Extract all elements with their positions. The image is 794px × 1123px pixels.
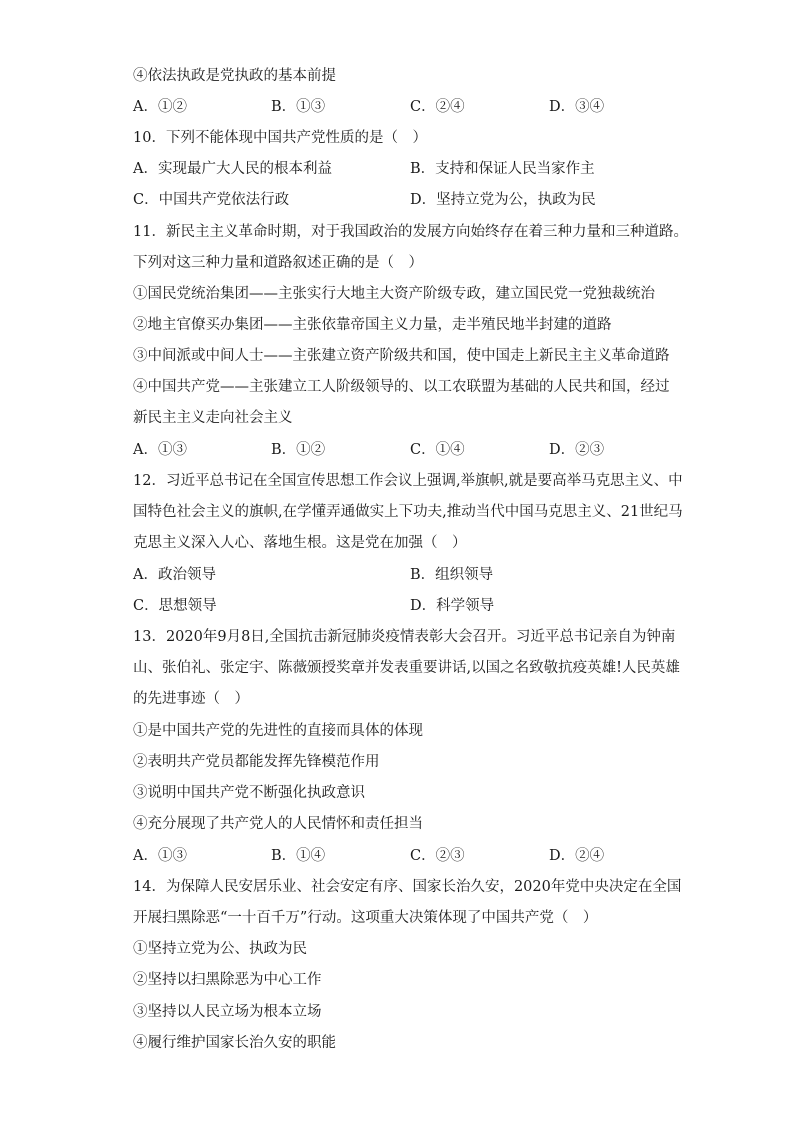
statement-4: ④依法执政是党执政的基本前提 [133,68,336,84]
question-14-stem-line-1: 14．为保障人民安居乐业、社会安定有序、国家长治久安，2020年党中央决定在全国 [133,879,682,895]
question-10-stem: 10．下列不能体现中国共产党性质的是（ ） [133,130,427,146]
q14-statement-1: ①坚持立党为公、执政为民 [133,941,307,957]
question-12-stem-line-1: 12．习近平总书记在全国宣传思想工作会议上强调,举旗帜,就是要高举马克思主义、中 [133,473,683,489]
option-d: D．③④ [549,99,605,115]
question-12-stem-line-3: 克思主义深入人心、落地生根。这是党在加强（ ） [133,535,467,551]
question-13-stem-line-3: 的先进事迹（ ） [133,691,249,707]
q13-option-d: D．②④ [549,848,605,864]
question-14-stem-line-2: 开展扫黑除恶“一十百千万”行动。这项重大决策体现了中国共产党（ ） [133,910,598,926]
question-12-stem-line-2: 国特色社会主义的旗帜,在学懂弄通做实上下功夫,推动当代中国马克思主义、21世纪马 [133,504,683,520]
q13-statement-3: ③说明中国共产党不断强化执政意识 [133,785,365,801]
q10-option-c: C．中国共产党依法行政 [133,192,290,208]
q13-option-b: B．①④ [271,848,326,864]
q11-option-a: A．①③ [133,442,187,458]
q11-statement-1: ①国民党统治集团——主张实行大地主大资产阶级专政，建立国民党一党独裁统治 [133,286,655,302]
q14-statement-2: ②坚持以扫黑除恶为中心工作 [133,972,322,988]
q12-option-b: B．组织领导 [410,567,494,583]
q11-statement-4-line-1: ④中国共产党——主张建立工人阶级领导的、以工农联盟为基础的人民共和国，经过 [133,379,670,395]
q14-statement-3: ③坚持以人民立场为根本立场 [133,1004,322,1020]
q11-statement-4-line-2: 新民主主义走向社会主义 [133,410,293,426]
q10-option-d: D．坚持立党为公，执政为民 [410,192,596,208]
q12-option-c: C．思想领导 [133,598,217,614]
question-11-stem-line-2: 下列对这三种力量和道路叙述正确的是（ ） [133,255,423,271]
option-c: C．②④ [410,99,465,115]
q11-option-b: B．①② [271,442,326,458]
q12-option-d: D．科学领导 [410,598,495,614]
q11-option-d: D．②③ [549,442,605,458]
q14-statement-4: ④履行维护国家长治久安的职能 [133,1035,336,1051]
q13-statement-2: ②表明共产党员都能发挥先锋模范作用 [133,754,380,770]
q11-statement-3: ③中间派或中间人士——主张建立资产阶级共和国，使中国走上新民主主义革命道路 [133,348,670,364]
q10-option-b: B．支持和保证人民当家作主 [410,161,595,177]
q10-option-a: A．实现最广大人民的根本利益 [133,161,332,177]
question-11-stem-line-1: 11．新民主主义革命时期，对于我国政治的发展方向始终存在着三种力量和三种道路。 [133,224,688,240]
option-b: B．①③ [271,99,326,115]
q13-statement-4: ④充分展现了共产党人的人民情怀和责任担当 [133,816,423,832]
option-a: A．①② [133,99,187,115]
q11-statement-2: ②地主官僚买办集团——主张依靠帝国主义力量，走半殖民地半封建的道路 [133,317,612,333]
q13-option-c: C．②③ [410,848,465,864]
q13-statement-1: ①是中国共产党的先进性的直接而具体的体现 [133,723,423,739]
q11-option-c: C．①④ [410,442,465,458]
q13-option-a: A．①③ [133,848,187,864]
q12-option-a: A．政治领导 [133,567,216,583]
question-13-stem-line-1: 13．2020年9月8日,全国抗击新冠肺炎疫情表彰大会召开。习近平总书记亲自为钟南 [133,629,676,645]
question-13-stem-line-2: 山、张伯礼、张定宇、陈薇颁授奖章并发表重要讲话,以国之名致敬抗疫英雄!人民英雄 [133,660,680,676]
